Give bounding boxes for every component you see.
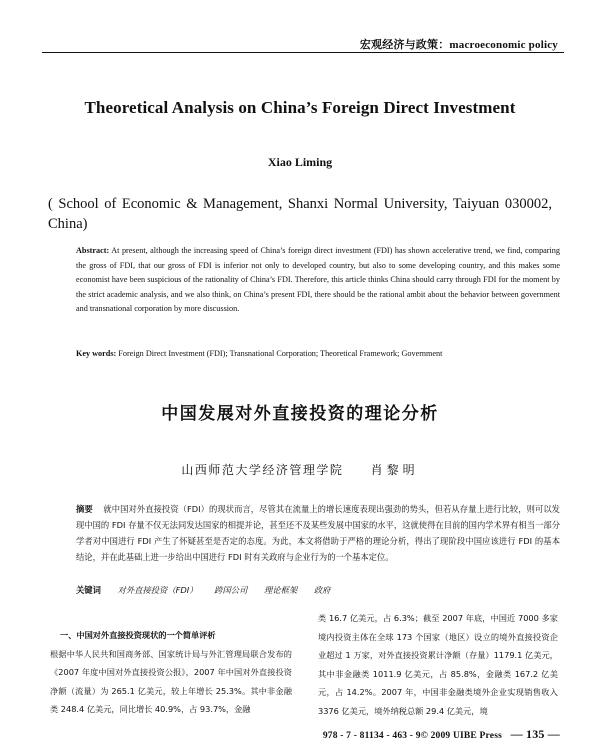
chinese-affiliation: 山西师范大学经济管理学院 <box>181 463 344 477</box>
body-paragraph: 类 16.7 亿美元，占 6.3%；截至 2007 年底，中国近 7000 多家境内投资主体在全球 173 个国家（地区）设立的境外直接投资企业超过 1 万家，对外直接投资累计净额（存量）1179.1 亿美元，其中非金融类 1011.9 亿美元，占 85.8%，金融类 167.2 亿美元，占 14.2%。2007 年，中国非金融类境外企业实现销售收入 3376 亿美元，境外纳税总额 29.4 亿美元，境 <box>318 613 558 716</box>
keyword-term: 跨国公司 <box>214 585 248 595</box>
chinese-keywords-label: 关键词 <box>76 585 101 595</box>
keyword-term: 政府 <box>313 585 331 595</box>
body-column-left <box>50 626 292 719</box>
body-paragraph: 根据中华人民共和国商务部、国家统计局与外汇管理局联合发布的《2007 年度中国对外直接投资公报》，2007 年中国对外直接投资净额（流量）为 265.1 亿美元，较上年增长 25.3%。其中非金融类 248.4 亿美元，同比增长 40.9%，占 93.7%，金融 <box>50 648 292 714</box>
abstract-text: At present, although the increasing speed of China’s foreign direct investment (FDI) has shown accelerative trend, we find, comparing the gross of FDI, that our gross of FDI is inferior not only to developed country, but also to some developing country, and this makes some economist have been suspicious of the rationality of China’s FDI. Therefore, this article thinks China should carry through FDI for the moment by the strict academic analysis, and we also think, on China’s present FDI, there should be the rational ambit about the behavior between government and transnational corporation by more discussion. <box>76 246 560 314</box>
keyword-term: 对外直接投资（FDI） <box>117 585 198 595</box>
english-title: Theoretical Analysis on China’s Foreign Direct Investment <box>84 98 516 117</box>
chinese-abstract <box>76 501 560 565</box>
abstract-label: Abstract: <box>76 246 110 255</box>
english-abstract <box>76 244 560 317</box>
english-author: Xiao Liming <box>267 155 333 169</box>
chinese-title: 中国发展对外直接投资的理论分析 <box>161 404 439 424</box>
english-affiliation: ( School of Economic & Management, Shanxi Normal University, Taiyuan 030002, China) <box>48 196 552 232</box>
keywords-text: Foreign Direct Investment (FDI); Transnational Corporation; Theoretical Framework; Government <box>118 349 443 358</box>
chinese-author-line <box>0 461 600 478</box>
page-footer <box>323 727 560 742</box>
english-keywords <box>76 347 560 360</box>
running-head: 宏观经济与政策：macroeconomic policy <box>359 39 558 51</box>
chinese-abstract-text: 就中国对外直接投资（FDI）的现状而言，尽管其在流量上的增长速度表现出强劲的势头，但若从存量上进行比较，则可以发现中国的 FDI 存量不仅无法同发达国家的相提并论，甚至还不及某些发展中国家的水平，这就使得在目前的国内学术界有相当一部分学者对中国进行 FDI 产生了怀疑甚至是否定的态度。为此，本文将借助于严格的理论分析，得出了现阶段中国应该进行 FDI 的基本结论，并在此基础上进一步给出中国进行 FDI 时有关政府与企业行为的一个基本定位。 <box>76 504 560 562</box>
body-column-right <box>318 609 558 720</box>
chinese-abstract-label: 摘要 <box>76 504 93 514</box>
chinese-keywords <box>76 584 560 597</box>
chinese-author: 肖黎明 <box>370 463 419 477</box>
header-rule <box>42 52 564 53</box>
keyword-term: 理论框架 <box>264 585 298 595</box>
keywords-label: Key words: <box>76 349 117 358</box>
section-heading: 一、中国对外直接投资现状的一个简单评析 <box>60 630 216 640</box>
isbn-line: 978 - 7 - 81134 - 463 - 9© 2009 UIBE Press <box>322 731 503 741</box>
page-number: — 135 — <box>510 727 560 741</box>
